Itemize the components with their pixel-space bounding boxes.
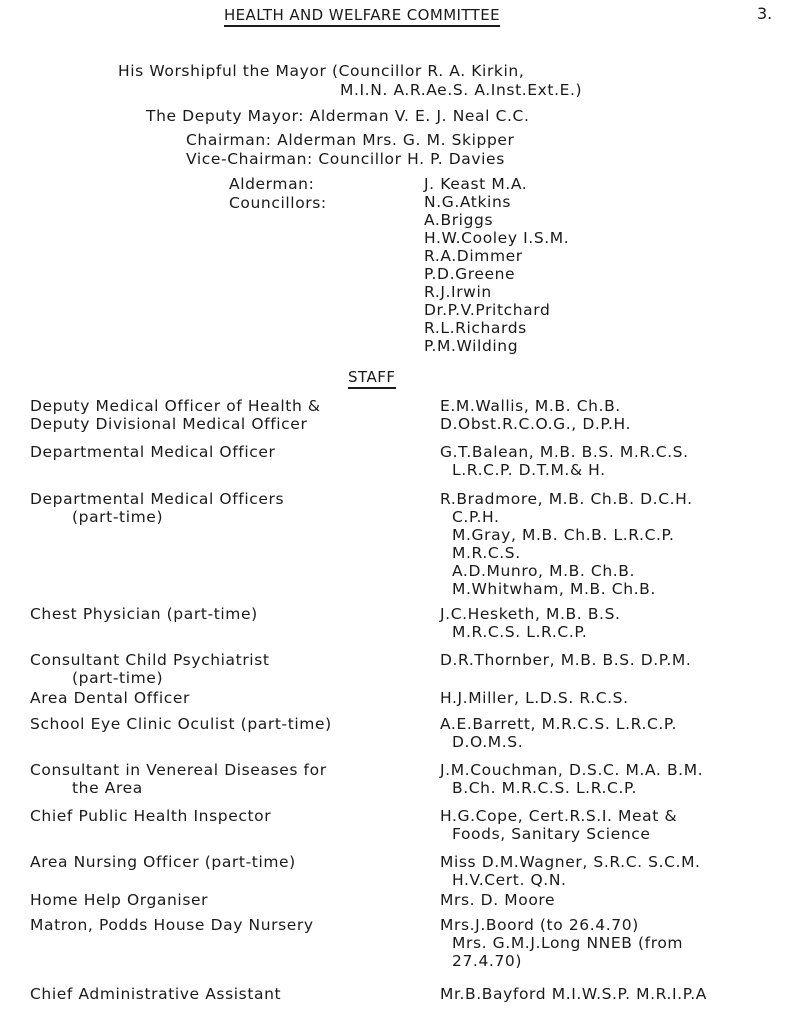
staff-role-line: Chief Administrative Assistant [30, 985, 282, 1003]
staff-role-line: Consultant Child Psychiatrist [30, 651, 270, 669]
mayor-line-1: His Worshipful the Mayor (Councillor R. A. Kirkin, [118, 62, 525, 80]
mayor-line-2: M.I.N. A.R.Ae.S. A.Inst.Ext.E.) [340, 81, 583, 99]
staff-holder-line: Mrs. G.M.J.Long NNEB (from [452, 934, 684, 952]
staff-holder-line: J.C.Hesketh, M.B. B.S. [440, 605, 621, 623]
staff-holder-line: M.R.C.S. L.R.C.P. [452, 623, 588, 641]
staff-role [30, 715, 332, 733]
staff-holder [440, 443, 689, 479]
staff-role-line: Area Nursing Officer (part-time) [30, 853, 296, 871]
staff-role [30, 916, 314, 934]
staff-role [30, 891, 208, 909]
member-name: P.D.Greene [424, 265, 516, 283]
vice-chairman: Vice-Chairman: Councillor H. P. Davies [186, 150, 505, 168]
staff-holder-line: B.Ch. M.R.C.S. L.R.C.P. [452, 779, 638, 797]
staff-heading: STAFF [348, 368, 396, 389]
staff-holder [440, 605, 621, 641]
staff-role-line: the Area [72, 779, 143, 797]
page-title: HEALTH AND WELFARE COMMITTEE [224, 6, 500, 24]
staff-holder-line: G.T.Balean, M.B. B.S. M.R.C.S. [440, 443, 689, 461]
page-number: 3. [757, 4, 773, 23]
staff-role-line: Chief Public Health Inspector [30, 807, 272, 825]
staff-role [30, 761, 327, 797]
staff-role-line: Departmental Medical Officer [30, 443, 276, 461]
member-name: P.M.Wilding [424, 337, 519, 355]
staff-holder-line: 27.4.70) [452, 952, 523, 970]
staff-holder-line: A.E.Barrett, M.R.C.S. L.R.C.P. [440, 715, 677, 733]
member-name: R.A.Dimmer [424, 247, 523, 265]
staff-role [30, 490, 284, 526]
staff-holder-line: H.G.Cope, Cert.R.S.I. Meat & [440, 807, 678, 825]
staff-role-line: Deputy Divisional Medical Officer [30, 415, 308, 433]
staff-role-line: Consultant in Venereal Diseases for [30, 761, 327, 779]
staff-holder-line: Foods, Sanitary Science [452, 825, 651, 843]
staff-role-line: Home Help Organiser [30, 891, 209, 909]
member-name: R.J.Irwin [424, 283, 492, 301]
staff-holder-line: H.V.Cert. Q.N. [452, 871, 567, 889]
staff-holder-line: C.P.H. [452, 508, 500, 526]
member-name: J. Keast M.A. [424, 175, 528, 193]
staff-holder-line: D.R.Thornber, M.B. B.S. D.P.M. [440, 651, 692, 669]
members-list [424, 175, 569, 355]
staff-holder-line: Mrs.J.Boord (to 26.4.70) [440, 916, 639, 934]
staff-role [30, 807, 271, 825]
staff-holder [440, 490, 693, 598]
staff-role-line: Departmental Medical Officers [30, 490, 285, 508]
staff-holder [440, 853, 701, 889]
member-name: H.W.Cooley I.S.M. [424, 229, 570, 247]
alderman-label: Alderman: [229, 175, 315, 193]
staff-holder [440, 761, 703, 797]
staff-holder [440, 689, 629, 707]
member-name: A.Briggs [424, 211, 494, 229]
staff-role [30, 985, 281, 1003]
staff-holder-line: M.R.C.S. [452, 544, 521, 562]
staff-holder-line: D.O.M.S. [452, 733, 524, 751]
deputy-mayor: The Deputy Mayor: Alderman V. E. J. Neal C.C. [146, 107, 530, 125]
councillors-label: Councillors: [229, 194, 327, 212]
staff-holder-line: H.J.Miller, L.D.S. R.C.S. [440, 689, 629, 707]
staff-role-line: (part-time) [72, 508, 164, 526]
staff-holder-line: R.Bradmore, M.B. Ch.B. D.C.H. [440, 490, 693, 508]
staff-role [30, 443, 276, 461]
staff-holder-line: A.D.Munro, M.B. Ch.B. [452, 562, 636, 580]
staff-role [30, 651, 270, 687]
staff-role [30, 853, 296, 871]
staff-holder-line: Mrs. D. Moore [440, 891, 556, 909]
member-name: R.L.Richards [424, 319, 527, 337]
staff-role-line: Chest Physician (part-time) [30, 605, 258, 623]
staff-holder-line: M.Gray, M.B. Ch.B. L.R.C.P. [452, 526, 675, 544]
member-name: Dr.P.V.Pritchard [424, 301, 551, 319]
staff-role [30, 689, 190, 707]
staff-holder-line: Miss D.M.Wagner, S.R.C. S.C.M. [440, 853, 701, 871]
staff-holder-line: J.M.Couchman, D.S.C. M.A. B.M. [440, 761, 704, 779]
staff-role-line: School Eye Clinic Oculist (part-time) [30, 715, 332, 733]
staff-role [30, 605, 258, 623]
staff-role-line: Matron, Podds House Day Nursery [30, 916, 314, 934]
staff-role-line: Deputy Medical Officer of Health & [30, 397, 321, 415]
chairman: Chairman: Alderman Mrs. G. M. Skipper [186, 131, 515, 149]
staff-holder [440, 916, 683, 970]
staff-role [30, 397, 321, 433]
staff-role-line: (part-time) [72, 669, 164, 687]
staff-holder [440, 651, 691, 669]
staff-holder [440, 891, 555, 909]
member-name: N.G.Atkins [424, 193, 512, 211]
staff-holder-line: M.Whitwham, M.B. Ch.B. [452, 580, 656, 598]
staff-holder [440, 715, 677, 751]
staff-holder-line: L.R.C.P. D.T.M.& H. [452, 461, 606, 479]
staff-role-line: Area Dental Officer [30, 689, 190, 707]
staff-holder-line: E.M.Wallis, M.B. Ch.B. [440, 397, 621, 415]
staff-holder [440, 397, 631, 433]
staff-holder [440, 807, 677, 843]
staff-holder-line: Mr.B.Bayford M.I.W.S.P. M.R.I.P.A [440, 985, 707, 1003]
staff-holder-line: D.Obst.R.C.O.G., D.P.H. [440, 415, 631, 433]
staff-holder [440, 985, 707, 1003]
